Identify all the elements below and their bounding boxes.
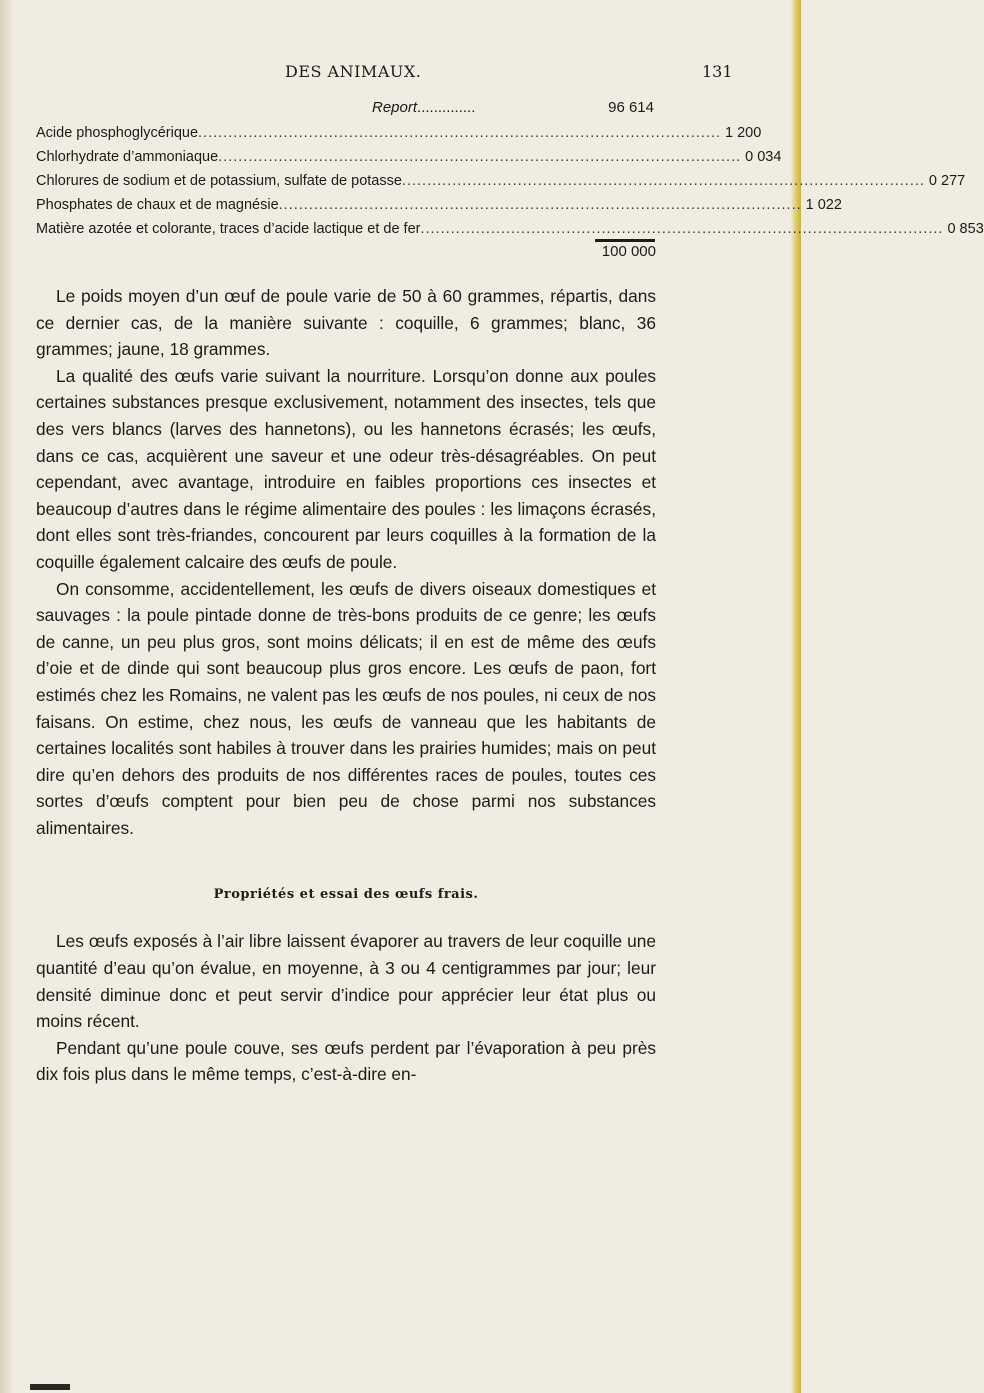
paragraph: Le poids moyen d’un œuf de poule varie de 50 à 60 grammes, répartis, dans ce dernier cas, de la manière suivante : coquille, 6 grammes; blanc, 36 grammes; jaune, 18 grammes.: [36, 286, 656, 360]
table-row: Matière azotée et colorante, traces d’acide lactique et de fer ........................................................................................................ 0 853: [36, 218, 654, 242]
table-total: 100 000: [601, 243, 656, 260]
section-title: Propriétés et essai des œufs frais.: [213, 887, 479, 903]
table-row: Acide phosphoglycérique ........................................................................................................ 1 200: [36, 122, 654, 146]
row-value: 0 277: [928, 173, 966, 189]
running-title: DES ANIMAUX.: [285, 62, 422, 81]
page-gutter-left: [0, 0, 12, 1393]
row-value: 1 022: [805, 197, 842, 213]
page-number: 131: [702, 62, 733, 81]
body-text: [36, 283, 656, 1088]
page-header: [0, 62, 801, 84]
row-label: Chlorures de sodium et de potassium, sulfate de potasse: [36, 173, 402, 189]
row-label: Acide phosphoglycérique: [36, 125, 199, 141]
report-value: 96 614: [608, 99, 654, 116]
paragraph: Pendant qu’une poule couve, ses œufs perdent par l’évaporation à peu près dix fois plus dans le même temps, c’est-à-dire en-: [36, 1037, 656, 1085]
table-row: Phosphates de chaux et de magnésie ........................................................................................................ 1 022: [36, 194, 654, 218]
paragraph: La qualité des œufs varie suivant la nourriture. Lorsqu’on donne aux poules certaines substances presque exclusivement, notamment des insectes, tels que des vers blancs (larves des hannetons), ou les hannetons écrasés; les œufs, dans ce cas, acquièrent une saveur et une odeur très-désagréables. On peut cependant, avec avantage, introduire en faibles proportions ces insectes et beaucoup d’autres dans le régime alimentaire des poules : les limaçons écrasés, dont elles sont très-friandes, concourent par leurs coquilles à la formation de la coquille également calcaire des œufs de poule.: [36, 365, 656, 572]
row-value: 0 034: [745, 149, 782, 165]
table-row: Chlorhydrate d’ammoniaque ........................................................................................................ 0 034: [36, 146, 654, 170]
row-label: Matière azotée et colorante, traces d’acide lactique et de fer: [36, 221, 421, 237]
row-value: 1 200: [725, 125, 762, 141]
report-line: Report.............. 96 614: [372, 99, 654, 116]
paragraph: On consomme, accidentellement, les œufs de divers oiseaux domestiques et sauvages : la poule pintade donne de très-bons produits de ce genre; les œufs de canne, un peu plus gros, sont moins délicats; il en est de même des œufs d’oie et de dinde qui sont beaucoup plus gros encore. Les œufs de paon, fort estimés chez les Romains, ne valent pas les œufs de nos poules, ni ceux de nos faisans. On estime, chez nous, les œufs de vanneau que les habitants de certaines localités sont habiles à trouver dans les prairies humides; mais on peut dire qu’en dehors des produits de nos différentes races de poules, toutes ces sortes d’œufs comptent pour bien peu de chose parmi nos substances alimentaires.: [36, 578, 656, 838]
total-rule: [595, 239, 655, 242]
report-label: Report: [372, 99, 418, 116]
row-label: Phosphates de chaux et de magnésie: [36, 197, 279, 213]
scan-artifact: [30, 1384, 70, 1390]
row-label: Chlorhydrate d’ammoniaque: [36, 149, 219, 165]
composition-table: [36, 122, 984, 242]
row-value: 0 853: [947, 221, 984, 237]
paragraph: Les œufs exposés à l’air libre laissent évaporer au travers de leur coquille une quantité d’eau qu’on évalue, en moyenne, à 3 ou 4 centigrammes par jour; leur densité diminue donc et peut servir d’indice pour apprécier leur état plus ou moins récent.: [36, 931, 656, 1032]
table-row: Chlorures de sodium et de potassium, sulfate de potasse ........................................................................................................ 0 277: [36, 170, 654, 194]
